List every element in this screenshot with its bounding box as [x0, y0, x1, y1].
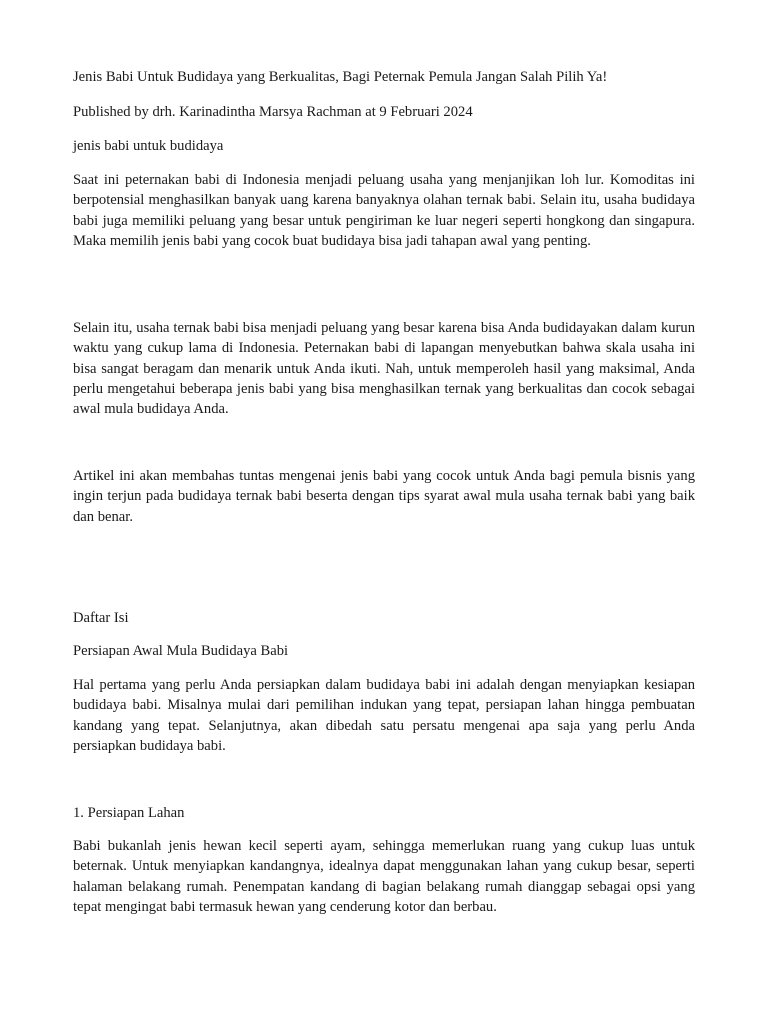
section-heading: Persiapan Awal Mula Budidaya Babi	[73, 643, 289, 659]
intro-paragraph-3: Artikel ini akan membahas tuntas mengenai jenis babi yang cocok untuk Anda bagi pemula bisnis yang ingin terjun pada budidaya ternak babi beserta dengan tips syarat awal mula usaha ternak babi yang baik dan benar.	[73, 468, 695, 525]
intro-paragraph-1: Saat ini peternakan babi di Indonesia menjadi peluang usaha yang menjanjikan loh lur. Komoditas ini berpotensial menghasilkan banyak uang karena banyaknya olahan ternak babi. Selain itu, usaha budidaya babi juga memiliki peluang yang besar untuk pengiriman ke luar negeri seperti hongkong dan singapura. Maka memilih jenis babi yang cocok buat budidaya bisa jadi tahapan awal yang penting.	[73, 172, 695, 249]
section-paragraph: Hal pertama yang perlu Anda persiapkan dalam budidaya babi ini adalah dengan menyiapkan kesiapan budidaya babi. Misalnya mulai dari pemilihan indukan yang tepat, persiapan lahan hingga pembuatan kandang yang tepat. Selanjutnya, akan dibedah satu persatu mengenai apa saja yang perlu Anda persiapkan budidaya babi.	[73, 677, 695, 754]
article-byline: Published by drh. Karinadintha Marsya Rachman at 9 Februari 2024	[73, 104, 473, 120]
intro-paragraph-2: Selain itu, usaha ternak babi bisa menjadi peluang yang besar karena bisa Anda budidayakan dalam kurun waktu yang cukup lama di Indonesia. Peternakan babi di lapangan menyebutkan bahwa skala usaha ini bisa sangat beragam dan menarik untuk Anda ikuti. Nah, untuk memperoleh hasil yang maksimal, Anda perlu mengetahui beberapa jenis babi yang bisa menghasilkan ternak yang berkualitas dan cocok sebagai awal mula budidaya Anda.	[73, 320, 695, 418]
article-title: Jenis Babi Untuk Budidaya yang Berkualitas, Bagi Peternak Pemula Jangan Salah Pilih Ya!	[73, 69, 608, 85]
subsection-heading: 1. Persiapan Lahan	[73, 805, 185, 821]
article-keyword: jenis babi untuk budidaya	[73, 138, 224, 154]
subsection-paragraph: Babi bukanlah jenis hewan kecil seperti ayam, sehingga memerlukan ruang yang cukup luas untuk beternak. Untuk menyiapkan kandangnya, idealnya dapat menggunakan lahan yang cukup besar, seperti halaman belakang rumah. Penempatan kandang di bagian belakang rumah dianggap sebagai opsi yang tepat mengingat babi termasuk hewan yang cenderung kotor dan berbau.	[73, 838, 695, 915]
toc-label: Daftar Isi	[73, 610, 129, 626]
